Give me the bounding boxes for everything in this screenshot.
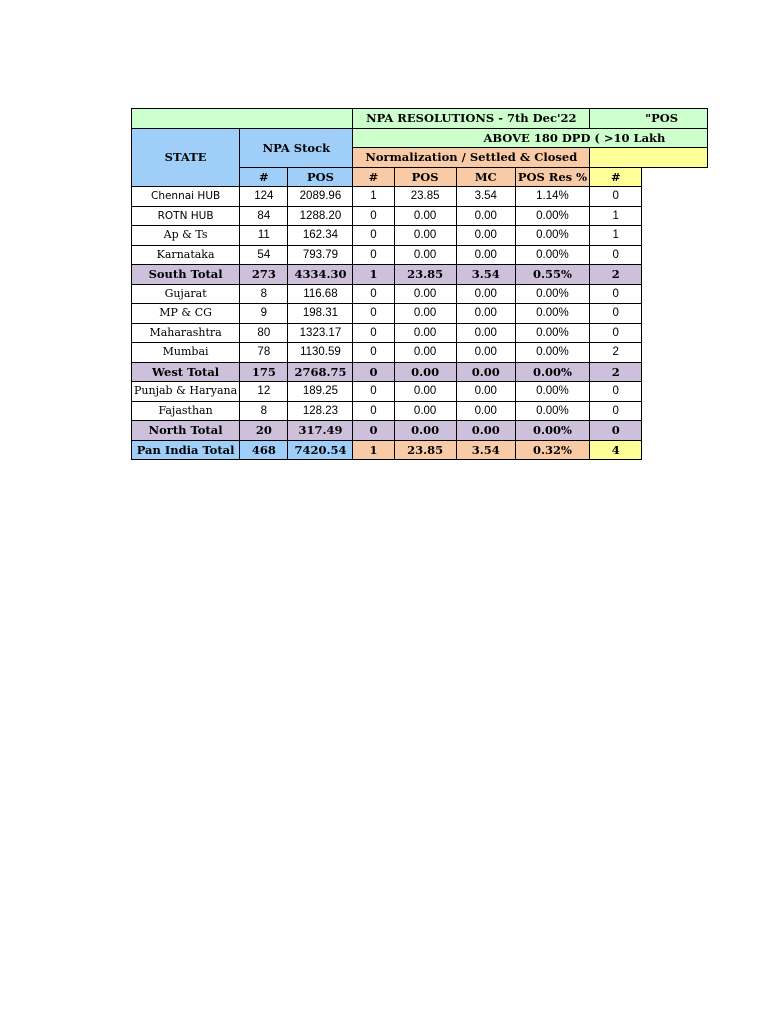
value-cell: 793.79 [288,245,353,265]
value-cell: 0 [590,245,642,265]
value-cell: 2 [590,362,642,382]
state-name-cell: South Total [132,265,240,285]
value-cell: 0.00% [515,226,589,246]
value-cell: 1130.59 [288,343,353,363]
value-cell: 175 [240,362,288,382]
value-cell: 0.00 [456,323,515,343]
state-name-cell: North Total [132,421,240,441]
value-cell: 0 [590,284,642,304]
value-cell: 0.00% [515,343,589,363]
table-row [132,245,708,265]
table-row [132,284,708,304]
value-cell: 0.00 [456,343,515,363]
value-cell: 0 [353,284,394,304]
value-cell: 0.00% [515,206,589,226]
value-cell: 0.00% [515,245,589,265]
state-name-cell: Gujarat [132,284,240,304]
value-cell: 54 [240,245,288,265]
value-cell: 84 [240,206,288,226]
table-row [132,343,708,363]
value-cell: 7420.54 [288,440,353,460]
npa-resolutions-table [131,108,708,460]
state-name-cell: Fajasthan [132,401,240,421]
above-180-dpd-header: ABOVE 180 DPD ( >10 Lakh [353,128,708,148]
value-cell: 0.00 [394,362,456,382]
value-cell: 0.00 [394,323,456,343]
value-cell: 78 [240,343,288,363]
value-cell: 0.00 [394,343,456,363]
value-cell: 0.00% [515,401,589,421]
table-row [132,187,708,207]
npa-stock-header: NPA Stock [240,128,353,167]
value-cell: 1 [353,440,394,460]
blank-cell [642,206,708,226]
blank-cell [642,167,708,187]
spreadsheet-view [131,108,708,484]
blank-cell [642,226,708,246]
report-title: NPA RESOLUTIONS - 7th Dec'22 [353,109,590,129]
value-cell: 0.00 [394,382,456,402]
value-cell: 0 [353,343,394,363]
value-cell: 0.00 [456,382,515,402]
value-cell: 0 [590,382,642,402]
value-cell: 1288.20 [288,206,353,226]
blank-cell [642,401,708,421]
blank-cell [642,187,708,207]
state-name-cell: Punjab & Haryana [132,382,240,402]
value-cell: 0.00 [394,284,456,304]
value-cell: 0.00% [515,284,589,304]
value-cell: 0.00 [456,304,515,324]
value-cell: 273 [240,265,288,285]
value-cell: 0 [353,382,394,402]
value-cell: 1323.17 [288,323,353,343]
subheader-norm-pos: POS [394,167,456,187]
value-cell: 0.55% [515,265,589,285]
value-cell: 0.00 [394,226,456,246]
blank-cell [642,265,708,285]
subheader-norm-pos-res: POS Res % [515,167,589,187]
value-cell: 468 [240,440,288,460]
blank-cell [642,323,708,343]
value-cell: 0 [590,304,642,324]
blank-cell [642,245,708,265]
subheader-extra-count: # [590,167,642,187]
state-name-cell: Chennai HUB [132,187,240,207]
value-cell: 0 [353,226,394,246]
value-cell: 8 [240,284,288,304]
value-cell: 23.85 [394,440,456,460]
title-spacer [132,109,353,129]
value-cell: 0.00 [394,206,456,226]
table-row [132,401,708,421]
value-cell: 23.85 [394,265,456,285]
blank-cell [642,304,708,324]
value-cell: 4 [590,440,642,460]
value-cell: 3.54 [456,265,515,285]
value-cell: 1.14% [515,187,589,207]
value-cell: 2089.96 [288,187,353,207]
normalization-header: Normalization / Settled & Closed [353,148,590,168]
value-cell: 0 [353,362,394,382]
value-cell: 0 [590,323,642,343]
state-header: STATE [132,128,240,187]
value-cell: 0.00% [515,323,589,343]
value-cell: 0.00 [456,226,515,246]
extra-header [590,148,708,168]
blank-cell [642,362,708,382]
value-cell: 124 [240,187,288,207]
table-row [132,440,708,460]
value-cell: 0 [590,421,642,441]
value-cell: 23.85 [394,187,456,207]
table-row [132,421,708,441]
value-cell: 12 [240,382,288,402]
state-name-cell: Pan India Total [132,440,240,460]
value-cell: 0.00% [515,362,589,382]
value-cell: 0.32% [515,440,589,460]
value-cell: 0.00 [456,421,515,441]
value-cell: 116.68 [288,284,353,304]
state-name-cell: MP & CG [132,304,240,324]
blank-cell [642,382,708,402]
table-row [132,304,708,324]
table-row [132,323,708,343]
value-cell: 0 [353,323,394,343]
table-row [132,265,708,285]
state-name-cell: Karnataka [132,245,240,265]
subheader-stock-pos: POS [288,167,353,187]
state-name-cell: Ap & Ts [132,226,240,246]
value-cell: 0.00 [394,245,456,265]
state-name-cell: West Total [132,362,240,382]
blank-cell [642,440,708,460]
value-cell: 0.00 [456,206,515,226]
value-cell: 2768.75 [288,362,353,382]
value-cell: 2 [590,343,642,363]
value-cell: 0.00 [456,362,515,382]
table-row [132,382,708,402]
value-cell: 8 [240,401,288,421]
value-cell: 317.49 [288,421,353,441]
value-cell: 11 [240,226,288,246]
table-row [132,226,708,246]
blank-cell [642,421,708,441]
value-cell: 0.00 [456,284,515,304]
value-cell: 0.00% [515,382,589,402]
value-cell: 162.34 [288,226,353,246]
value-cell: 0 [353,401,394,421]
blank-cell [642,284,708,304]
value-cell: 0.00 [394,421,456,441]
table-row [132,206,708,226]
value-cell: 0 [353,421,394,441]
value-cell: 0 [590,187,642,207]
value-cell: 1 [353,187,394,207]
value-cell: 0.00% [515,421,589,441]
value-cell: 9 [240,304,288,324]
state-name-cell: Mumbai [132,343,240,363]
value-cell: 0.00 [394,304,456,324]
subheader-norm-count: # [353,167,394,187]
value-cell: 189.25 [288,382,353,402]
value-cell: 80 [240,323,288,343]
subheader-norm-mc: MC [456,167,515,187]
value-cell: 20 [240,421,288,441]
table-row [132,362,708,382]
value-cell: 4334.30 [288,265,353,285]
value-cell: 198.31 [288,304,353,324]
value-cell: 2 [590,265,642,285]
value-cell: 0.00 [456,401,515,421]
report-title-suffix: "POS [590,109,708,129]
value-cell: 0.00% [515,304,589,324]
blank-cell [642,343,708,363]
value-cell: 3.54 [456,187,515,207]
value-cell: 0 [353,245,394,265]
value-cell: 1 [590,206,642,226]
value-cell: 1 [590,226,642,246]
value-cell: 0.00 [394,401,456,421]
value-cell: 0 [353,304,394,324]
value-cell: 0 [353,206,394,226]
value-cell: 1 [353,265,394,285]
state-name-cell: Maharashtra [132,323,240,343]
state-name-cell: ROTN HUB [132,206,240,226]
value-cell: 0.00 [456,245,515,265]
value-cell: 128.23 [288,401,353,421]
value-cell: 0 [590,401,642,421]
subheader-stock-count: # [240,167,288,187]
value-cell: 3.54 [456,440,515,460]
